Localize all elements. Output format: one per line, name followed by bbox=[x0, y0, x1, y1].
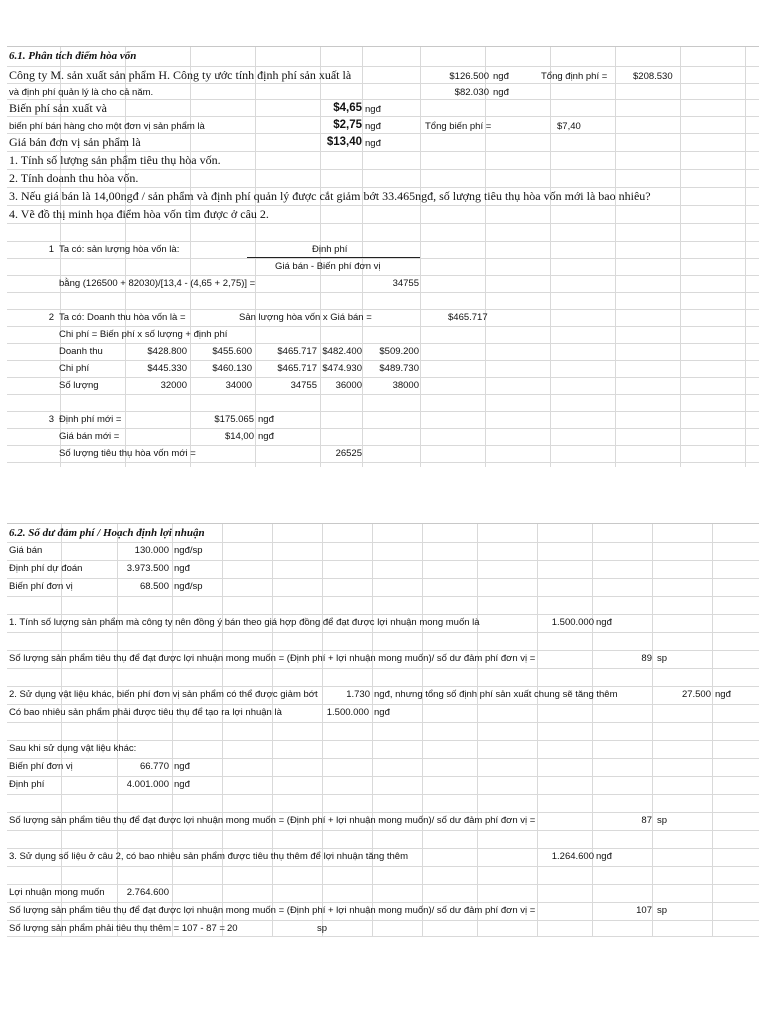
unit: ngđ bbox=[596, 617, 612, 628]
result-quantity: 87 bbox=[641, 815, 652, 826]
table-cell: $465.717 bbox=[277, 363, 317, 374]
label: Giá bán bbox=[9, 545, 43, 556]
question-3: 3. Sử dụng số liệu ở câu 2, có bao nhiêu sản phẩm được tiêu thụ thêm để lợi nhuận tăng thêm bbox=[9, 851, 408, 862]
text-line: ngđ, nhưng tổng số định phí sản xuất chung sẽ tăng thêm bbox=[374, 689, 618, 700]
new-price: $14,00 bbox=[224, 431, 254, 442]
table-cell: $460.130 bbox=[212, 363, 252, 374]
unit: ngđ bbox=[596, 851, 612, 862]
unit: ngđ bbox=[258, 414, 274, 425]
price: 130.000 bbox=[134, 545, 169, 556]
table-cell: $509.200 bbox=[379, 346, 419, 357]
desired-profit: 2.764.600 bbox=[126, 887, 169, 898]
table-cell: $445.330 bbox=[147, 363, 187, 374]
unit-price: $13,40 bbox=[326, 136, 362, 148]
unit: ngđ bbox=[174, 779, 190, 790]
new-breakeven-quantity: 26525 bbox=[335, 448, 362, 459]
target-profit: 1.500.000 bbox=[326, 707, 369, 718]
label: Tổng định phí = bbox=[541, 71, 608, 82]
fraction-numerator: Định phí bbox=[312, 244, 348, 255]
table-cell: 34755 bbox=[290, 380, 317, 391]
profit-increase: 1.264.600 bbox=[551, 851, 594, 862]
unit: ngđ bbox=[258, 431, 274, 442]
section-title: 6.1. Phân tích điểm hòa vốn bbox=[9, 50, 137, 62]
text-line: biến phí bán hàng cho một đơn vị sản phẩm là bbox=[9, 121, 205, 132]
answer-number: 1 bbox=[48, 244, 54, 255]
fixed-admin-cost: $82.030 bbox=[454, 87, 489, 98]
unit: ngđ bbox=[715, 689, 731, 700]
answer-text: Ta có: sản lượng hòa vốn là: bbox=[59, 244, 180, 255]
label: Số lượng tiêu thụ hòa vốn mới = bbox=[59, 448, 196, 459]
answer-number: 3 bbox=[48, 414, 54, 425]
table-row-label: Chi phí bbox=[59, 363, 90, 374]
fraction-denominator: Giá bán - Biến phí đơn vị bbox=[275, 261, 381, 272]
text-line: Biến phí sản xuất và bbox=[9, 101, 107, 115]
text-line: Giá bán đơn vị sản phẩm là bbox=[9, 135, 141, 149]
selling-variable-cost: $2,75 bbox=[333, 119, 362, 131]
table-cell: $489.730 bbox=[379, 363, 419, 374]
label: Định phí mới = bbox=[59, 414, 122, 425]
unit: sp bbox=[657, 905, 668, 916]
table-cell: 38000 bbox=[392, 380, 419, 391]
section-title: 6.2. Số dư đảm phí / Hoạch định lợi nhuận bbox=[9, 527, 205, 539]
unit: ngđ bbox=[174, 563, 190, 574]
unit: ngđ bbox=[174, 761, 190, 772]
text-line: và định phí quản lý là cho cả năm. bbox=[9, 87, 154, 98]
formula: Số lượng sản phẩm tiêu thụ để đạt được lợi nhuận mong muốn = (Định phí + lợi nhuận mong muốn)/ số dư đảm phí đơn vị = bbox=[9, 905, 536, 916]
result-quantity: 89 bbox=[641, 653, 652, 664]
label: Biến phí đơn vị bbox=[9, 761, 73, 772]
fraction-line bbox=[247, 257, 420, 258]
question-1: 1. Tính số lượng sản phẩm mà công ty nên đồng ý bán theo giá hợp đồng để đạt được lợi nhuận mong muốn là bbox=[9, 617, 480, 628]
question-3: 3. Nếu giá bán là 14,00ngđ / sản phẩm và định phí quản lý được cắt giảm bớt 33.465ngđ, số lượng tiêu thụ hòa vốn mới là bao nhiêu? bbox=[9, 189, 651, 203]
unit: ngđ bbox=[374, 707, 390, 718]
unit: sp bbox=[657, 815, 668, 826]
unit: ngđ/sp bbox=[174, 581, 203, 592]
unit: sp bbox=[657, 653, 668, 664]
unit: ngđ bbox=[493, 87, 509, 98]
question-4: 4. Vẽ đồ thị minh họa điểm hòa vốn tìm được ở câu 2. bbox=[9, 207, 269, 221]
fixed-cost-increase: 27.500 bbox=[681, 689, 711, 700]
new-unit-variable-cost: 66.770 bbox=[139, 761, 169, 772]
formula: Số lượng sản phẩm phải tiêu thụ thêm = 107 - 87 = bbox=[9, 923, 225, 934]
total-fixed-cost: $208.530 bbox=[633, 71, 673, 82]
text-line: Sau khi sử dụng vật liệu khác: bbox=[9, 743, 137, 754]
label: Định phí bbox=[9, 779, 45, 790]
additional-quantity: 20 bbox=[227, 923, 238, 934]
text-line: Công ty M. sản xuất sản phẩm H. Công ty ước tính định phí sản xuất là bbox=[9, 68, 352, 82]
unit-variable-cost: 68.500 bbox=[139, 581, 169, 592]
formula: Sản lượng hòa vốn x Giá bán = bbox=[239, 312, 372, 323]
new-fixed-cost: $175.065 bbox=[214, 414, 254, 425]
sheet-section-6-1 bbox=[7, 46, 759, 467]
total-variable-cost: $7,40 bbox=[557, 121, 581, 132]
note: Chi phí = Biến phí x số lượng + định phí bbox=[59, 329, 228, 340]
unit: ngđ bbox=[365, 138, 381, 149]
formula: Số lượng sản phẩm tiêu thụ để đạt được lợi nhuận mong muốn = (Định phí + lợi nhuận mong muốn)/ số dư đảm phí đơn vị = bbox=[9, 815, 536, 826]
question-1: 1. Tính số lượng sản phẩm tiêu thụ hòa vốn. bbox=[9, 153, 221, 167]
unit: ngđ bbox=[365, 121, 381, 132]
new-fixed-cost: 4.001.000 bbox=[126, 779, 169, 790]
text-line: Có bao nhiêu sản phẩm phải được tiêu thụ để tạo ra lợi nhuận là bbox=[9, 707, 282, 718]
target-profit: 1.500.000 bbox=[551, 617, 594, 628]
table-cell: 36000 bbox=[335, 380, 362, 391]
label: Tổng biến phí = bbox=[425, 121, 492, 132]
question-2: 2. Tính doanh thu hòa vốn. bbox=[9, 171, 139, 185]
table-cell: 34000 bbox=[225, 380, 252, 391]
sheet-section-6-2 bbox=[7, 523, 759, 936]
table-cell: 32000 bbox=[160, 380, 187, 391]
label: Định phí dự đoán bbox=[9, 563, 83, 574]
table-row-label: Doanh thu bbox=[59, 346, 103, 357]
unit: ngđ/sp bbox=[174, 545, 203, 556]
fixed-cost: 3.973.500 bbox=[126, 563, 169, 574]
result-quantity: 107 bbox=[636, 905, 652, 916]
fixed-production-cost: $126.500 bbox=[449, 71, 489, 82]
answer-number: 2 bbox=[48, 312, 54, 323]
table-cell: $428.800 bbox=[147, 346, 187, 357]
unit: ngđ bbox=[365, 104, 381, 115]
formula: Số lượng sản phẩm tiêu thụ để đạt được lợi nhuận mong muốn = (Định phí + lợi nhuận mong muốn)/ số dư đảm phí đơn vị = bbox=[9, 653, 536, 664]
table-cell: $482.400 bbox=[322, 346, 362, 357]
question-2: 2. Sử dụng vật liệu khác, biến phí đơn vị sản phẩm có thể được giảm bớt bbox=[9, 689, 318, 700]
variable-cost-reduction: 1.730 bbox=[346, 689, 370, 700]
answer-text: Ta có: Doanh thu hòa vốn là = bbox=[59, 312, 186, 323]
table-cell: $474.930 bbox=[322, 363, 362, 374]
unit: sp bbox=[317, 923, 328, 934]
breakeven-revenue: $465.717 bbox=[448, 312, 488, 323]
table-cell: $455.600 bbox=[212, 346, 252, 357]
unit: ngđ bbox=[493, 71, 509, 82]
table-row-label: Số lượng bbox=[59, 380, 99, 391]
production-variable-cost: $4,65 bbox=[333, 102, 362, 114]
breakeven-quantity: 34755 bbox=[392, 278, 419, 289]
label: Lợi nhuận mong muốn bbox=[9, 887, 105, 898]
label: Biến phí đơn vị bbox=[9, 581, 73, 592]
table-cell: $465.717 bbox=[277, 346, 317, 357]
label: Giá bán mới = bbox=[59, 431, 120, 442]
formula: bằng (126500 + 82030)/[13,4 - (4,65 + 2,75)] = bbox=[59, 278, 256, 289]
